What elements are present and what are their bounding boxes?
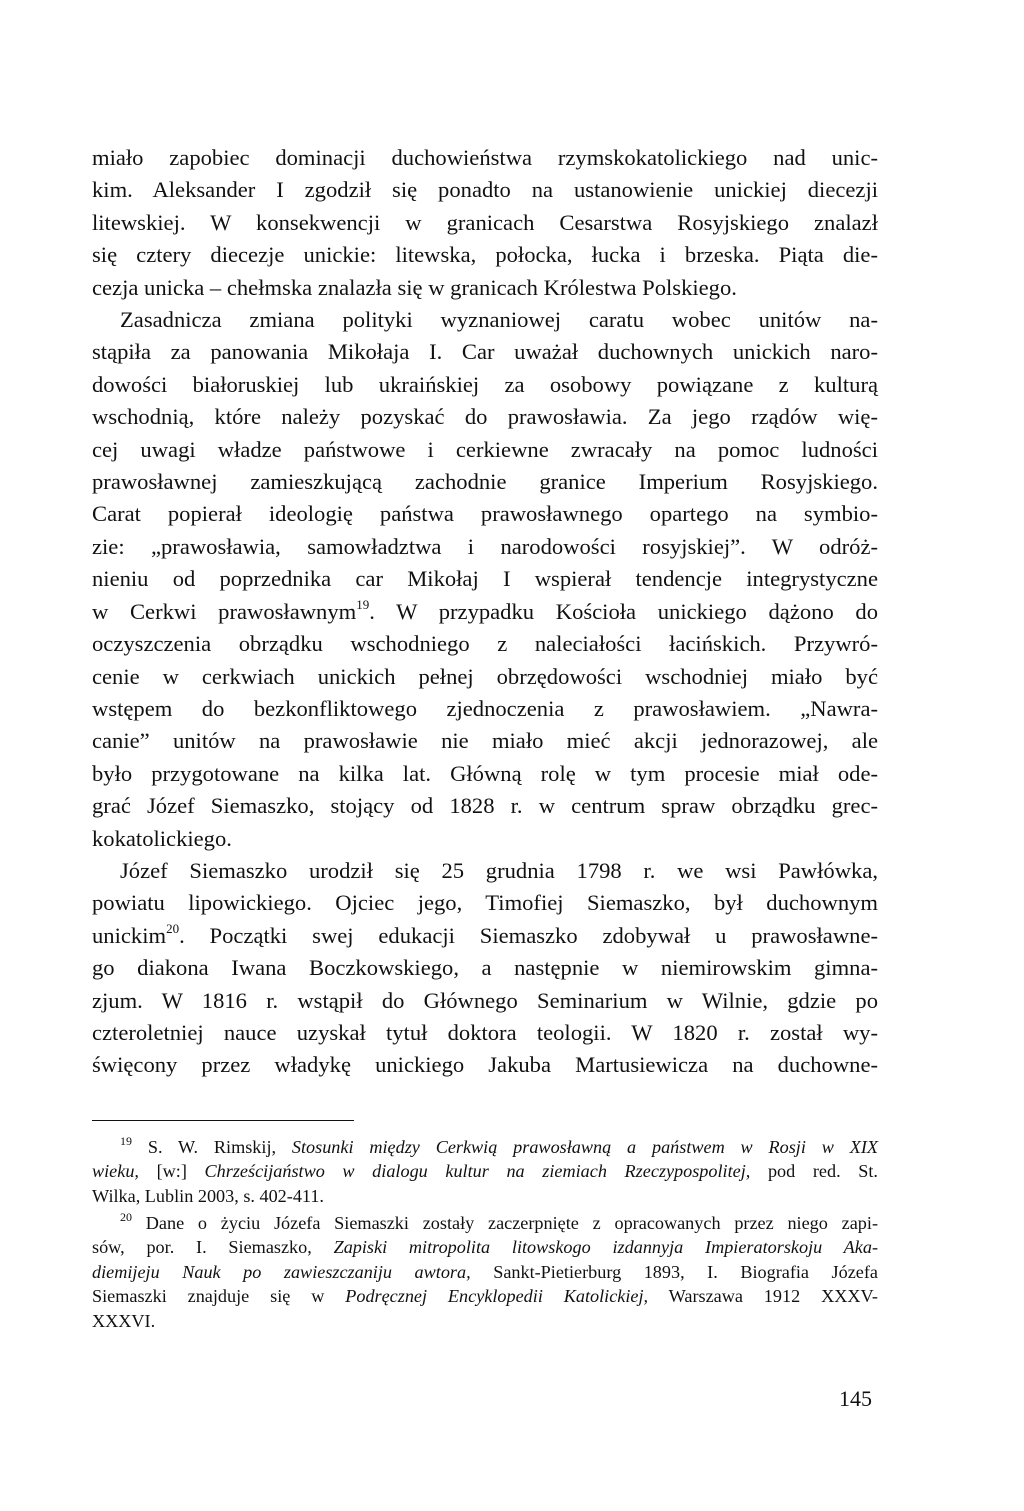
footnotes [92,1120,878,1334]
footnote-divider [92,1120,354,1121]
text-line: czteroletniej nauce uzyskał tytuł doktora teologii. W 1820 r. został wy- [92,1019,878,1045]
book-title: wieku, [92,1161,139,1182]
text-span: w Cerkwi prawosławnym [92,598,357,624]
footnote-ref-20[interactable]: 20 [166,921,180,937]
text-span: Siemaszki znajduje się w [92,1286,346,1307]
paragraph-2 [92,304,878,855]
footnote-line: Wilka, Lublin 2003, s. 402-411. [92,1185,324,1206]
footnote-line [92,1159,878,1184]
text-line: litewskiej. W konsekwencji w granicach Cesarstwa Rosyjskiego znalazł [92,209,878,235]
footnote-line: XXXVI. [92,1310,156,1331]
footnote-line [92,1211,878,1236]
text-line: kokatolickiego. [92,825,232,851]
paragraph-3 [92,855,878,1082]
book-title: Chrześcijaństwo w dialogu kultur na ziemiach Rzeczypospolitej, [204,1161,751,1182]
footnote-ref-19[interactable]: 19 [356,597,370,613]
book-title: Stosunki między Cerkwią prawosławną a państwem w Rosji w XIX [291,1136,878,1157]
footnote-line [92,1284,878,1309]
text-span: S. W. Rimskij, [132,1136,292,1157]
text-line: wschodnią, które należy pozyskać do prawosławia. Za jego rządów wię- [92,404,878,430]
text-line: wstępem do bezkonfliktowego zjednoczenia z prawosławiem. „Nawra- [92,695,878,721]
footnote-mark: 19 [120,1133,132,1148]
text-span: Dane o życiu Józefa Siemaszki zostały zaczerpnięte z opracowanych przez niego zapi- [132,1212,878,1233]
text-line: Józef Siemaszko urodził się 25 grudnia 1798 r. we wsi Pawłówka, [120,857,878,883]
text-line: zie: „prawosławia, samowładztwa i narodowości rosyjskiej”. W odróż- [92,533,878,559]
text-span: sów, por. I. Siemaszko, [92,1237,334,1258]
text-line [92,920,878,952]
text-line: się cztery diecezje unickie: litewska, połocka, łucka i brzeska. Piąta die- [92,242,878,268]
book-title: Podręcznej Encyklopedii Katolickiej, [345,1286,649,1307]
text-line: święcony przez władykę unickiego Jakuba Martusiewicza na duchowne- [92,1052,878,1078]
text-line [92,596,878,628]
book-title: Zapiski mitropolita litowskogo izdannyja Impieratorskoju Aka- [333,1237,879,1258]
text-line: prawosławnej zamieszkującą zachodnie granice Imperium Rosyjskiego. [92,469,878,495]
text-line: stąpiła za panowania Mikołaja I. Car uważał duchownych unickich naro- [92,339,878,365]
text-span: [w:] [138,1161,205,1182]
text-line: grać Józef Siemaszko, stojący od 1828 r. w centrum spraw obrządku grec- [92,793,878,819]
text-line: dowości białoruskiej lub ukraińskiej za osobowy powiązane z kulturą [92,371,878,397]
text-line: cezja unicka – chełmska znalazła się w granicach Królestwa Polskiego. [92,274,737,300]
text-line: powiatu lipowickiego. Ojciec jego, Timofiej Siemaszko, był duchownym [92,890,878,916]
footnote-line [92,1135,878,1160]
text-span: . Początki swej edukacji Siemaszko zdobywał u prawosławne- [179,922,878,948]
text-span: Warszawa 1912 XXXV- [648,1286,878,1307]
book-title: diemijeju Nauk po zawieszczaniju awtora, [92,1261,471,1282]
page-number: 145 [839,1386,872,1411]
text-line: canie” unitów na prawosławie nie miało mieć akcji jednorazowej, ale [92,728,878,754]
text-line: było przygotowane na kilka lat. Główną rolę w tym procesie miał ode- [92,760,878,786]
footnote-19 [92,1135,878,1209]
footnote-mark: 20 [120,1209,132,1224]
text-line: cenie w cerkwiach unickich pełnej obrzędowości wschodniej miało być [92,663,878,689]
text-line: kim. Aleksander I zgodził się ponadto na ustanowienie unickiej diecezji [92,177,878,203]
text-line: oczyszczenia obrządku wschodniego z naleciałości łacińskich. Przywró- [92,631,878,657]
text-line: Carat popierał ideologię państwa prawosławnego opartego na symbio- [92,501,878,527]
text-line: miało zapobiec dominacji duchowieństwa rzymskokatolickiego nad unic- [92,145,878,170]
text-span: Sankt-Pietierburg 1893, I. Biografia Józefa [470,1261,878,1282]
text-span: unickim [92,922,167,948]
footnote-line [92,1235,878,1260]
footnote-line [92,1260,878,1285]
main-text [92,142,878,1082]
text-line: nieniu od poprzednika car Mikołaj I wspierał tendencje integrystyczne [92,566,878,592]
text-span: pod red. St. [750,1161,878,1182]
text-span: . W przypadku Kościoła unickiego dążono do [369,598,879,624]
text-line: zjum. W 1816 r. wstąpił do Głównego Seminarium w Wilnie, gdzie po [92,987,878,1013]
page-content [92,142,878,1334]
text-line: Zasadnicza zmiana polityki wyznaniowej caratu wobec unitów na- [120,307,878,333]
text-line: cej uwagi władze państwowe i cerkiewne zwracały na pomoc ludności [92,436,878,462]
text-line: go diakona Iwana Boczkowskiego, a następnie w niemirowskim gimna- [92,955,878,981]
paragraph-1 [92,142,878,304]
footnote-20 [92,1211,878,1334]
